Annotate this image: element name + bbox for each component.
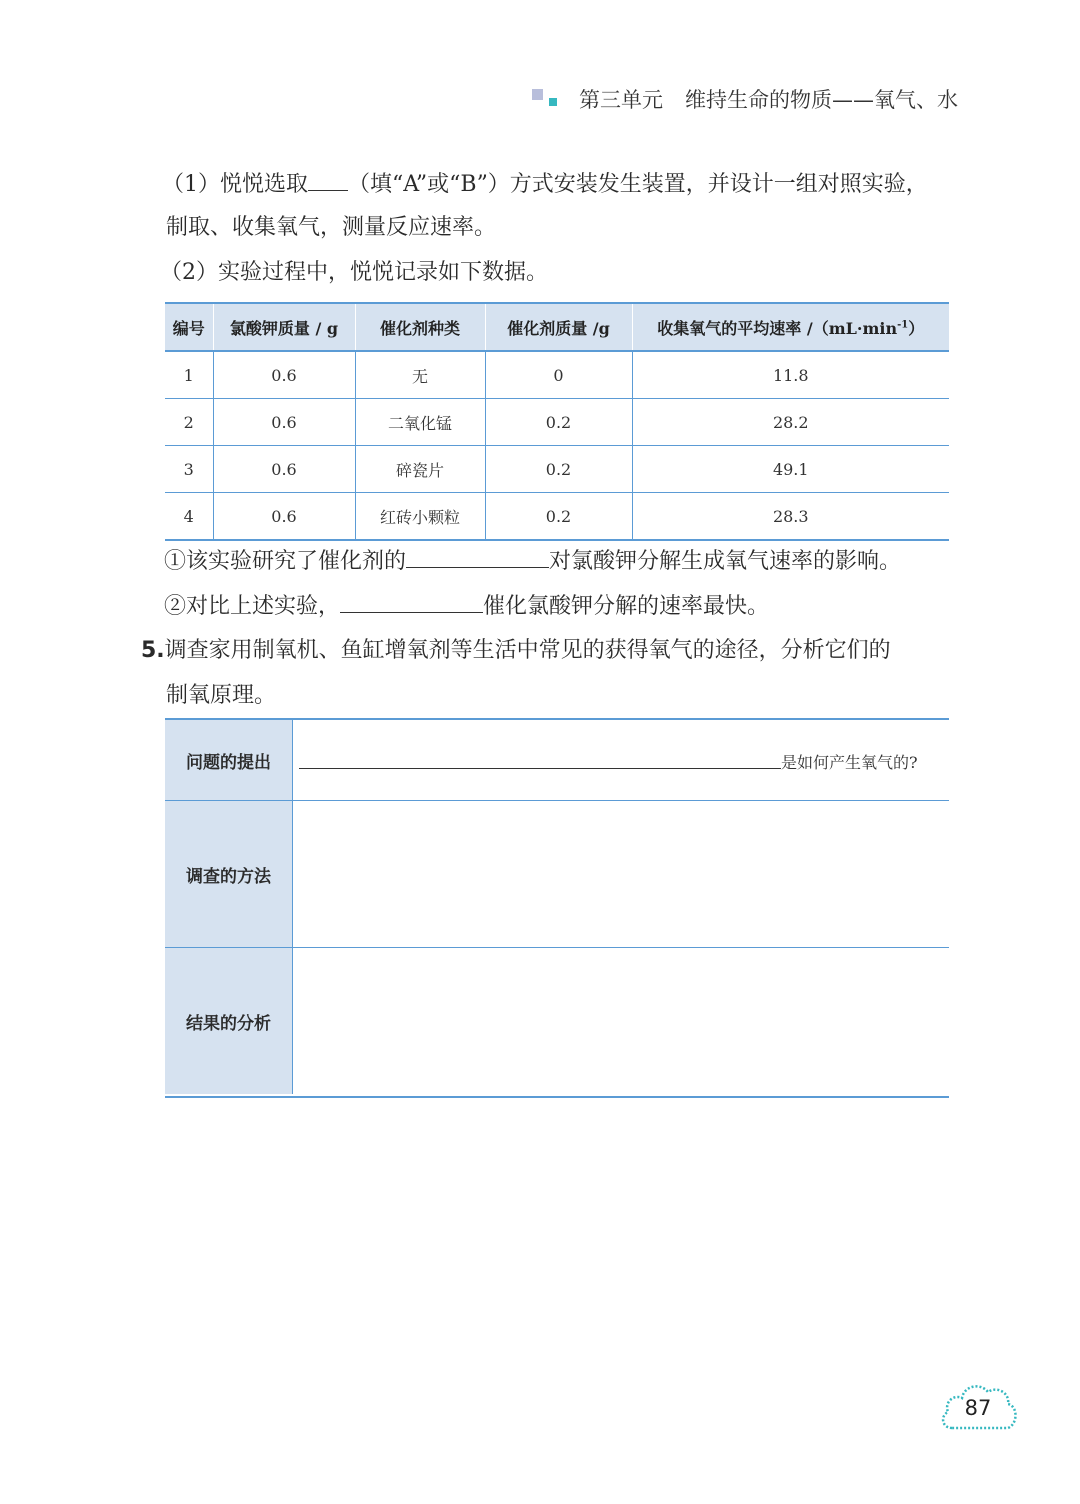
survey-question-suffix: 是如何产生氧气的?: [781, 753, 918, 772]
survey-table: [165, 718, 949, 1098]
answer-blank-2[interactable]: [406, 545, 549, 568]
survey-row-analysis: [165, 948, 949, 1094]
table-row: [165, 493, 949, 541]
unit-label: 第三单元: [579, 88, 663, 112]
survey-label-question: 问题的提出: [165, 720, 293, 800]
q5-line-2: 制氧原理。: [166, 683, 277, 708]
table-cell: 4: [165, 493, 213, 541]
survey-row-question: [165, 720, 949, 800]
subq-a: ①该实验研究了催化剂的 对氯酸钾分解生成氧气速率的影响。: [164, 545, 901, 577]
table-row: [165, 399, 949, 446]
running-header: [579, 84, 958, 114]
unit-title: 维持生命的物质——氧气、水: [685, 88, 958, 112]
table-cell: 红砖小颗粒: [355, 493, 485, 541]
table-cell: 碎瓷片: [355, 446, 485, 493]
table-cell: 无: [355, 351, 485, 399]
table-cell: 0.6: [213, 399, 355, 446]
col-header-kclo3-mass: 氯酸钾质量 / g: [213, 303, 355, 351]
table-cell: 0: [485, 351, 632, 399]
experiment-data-table: [165, 302, 949, 541]
header-mark-teal: [549, 98, 557, 106]
col-header-catalyst-mass: 催化剂质量 /g: [485, 303, 632, 351]
survey-analysis-answer-area[interactable]: [293, 948, 949, 1094]
table-cell: 0.6: [213, 446, 355, 493]
table-cell: 3: [165, 446, 213, 493]
table-cell: 0.6: [213, 493, 355, 541]
table-cell: 0.2: [485, 446, 632, 493]
table-cell: 0.2: [485, 493, 632, 541]
col-header-rate: 收集氧气的平均速率 $/(mL\cdot\min^{-1})$: [632, 303, 949, 351]
table-cell: 49.1: [632, 446, 949, 493]
header-mark-light: [532, 89, 543, 100]
survey-method-answer-area[interactable]: [293, 801, 949, 947]
table-row: [165, 446, 949, 493]
answer-blank-3[interactable]: [340, 590, 483, 613]
table-cell: 28.2: [632, 399, 949, 446]
table-cell: 0.2: [485, 399, 632, 446]
survey-label-method: 调查的方法: [165, 801, 293, 947]
table-cell: 0.6: [213, 351, 355, 399]
page-number: 87: [964, 1396, 992, 1420]
q5-line-1: [141, 636, 891, 666]
answer-blank-1[interactable]: [308, 168, 348, 191]
subq-b: ②对比上述实验， 催化氯酸钾分解的速率最快。: [164, 590, 769, 622]
table-header-row: [165, 303, 949, 351]
survey-row-method: [165, 801, 949, 947]
q1-line-1: [162, 168, 928, 200]
table-cell: 1: [165, 351, 213, 399]
table-cell: 2: [165, 399, 213, 446]
table-cell: 二氧化锰: [355, 399, 485, 446]
table-row: [165, 351, 949, 399]
answer-blank-4[interactable]: [299, 768, 781, 769]
q5-number: 5.: [141, 638, 165, 663]
survey-label-analysis: 结果的分析: [165, 948, 293, 1094]
q1-line-2: 制取、收集氧气，测量反应速率。: [166, 215, 497, 240]
q2-line: （2）实验过程中，悦悦记录如下数据。: [160, 260, 548, 285]
col-header-id: 编号: [165, 303, 213, 351]
table-cell: 11.8: [632, 351, 949, 399]
col-header-catalyst-type: 催化剂种类: [355, 303, 485, 351]
q1-text-a: （1）悦悦选取: [162, 172, 308, 197]
table-cell: 28.3: [632, 493, 949, 541]
q1-text-b: （填“A”或“B”）方式安装发生装置，并设计一组对照实验，: [348, 172, 928, 197]
q5-text-1: 调查家用制氧机、鱼缸增氧剂等生活中常见的获得氧气的途径，分析它们的: [164, 638, 891, 663]
